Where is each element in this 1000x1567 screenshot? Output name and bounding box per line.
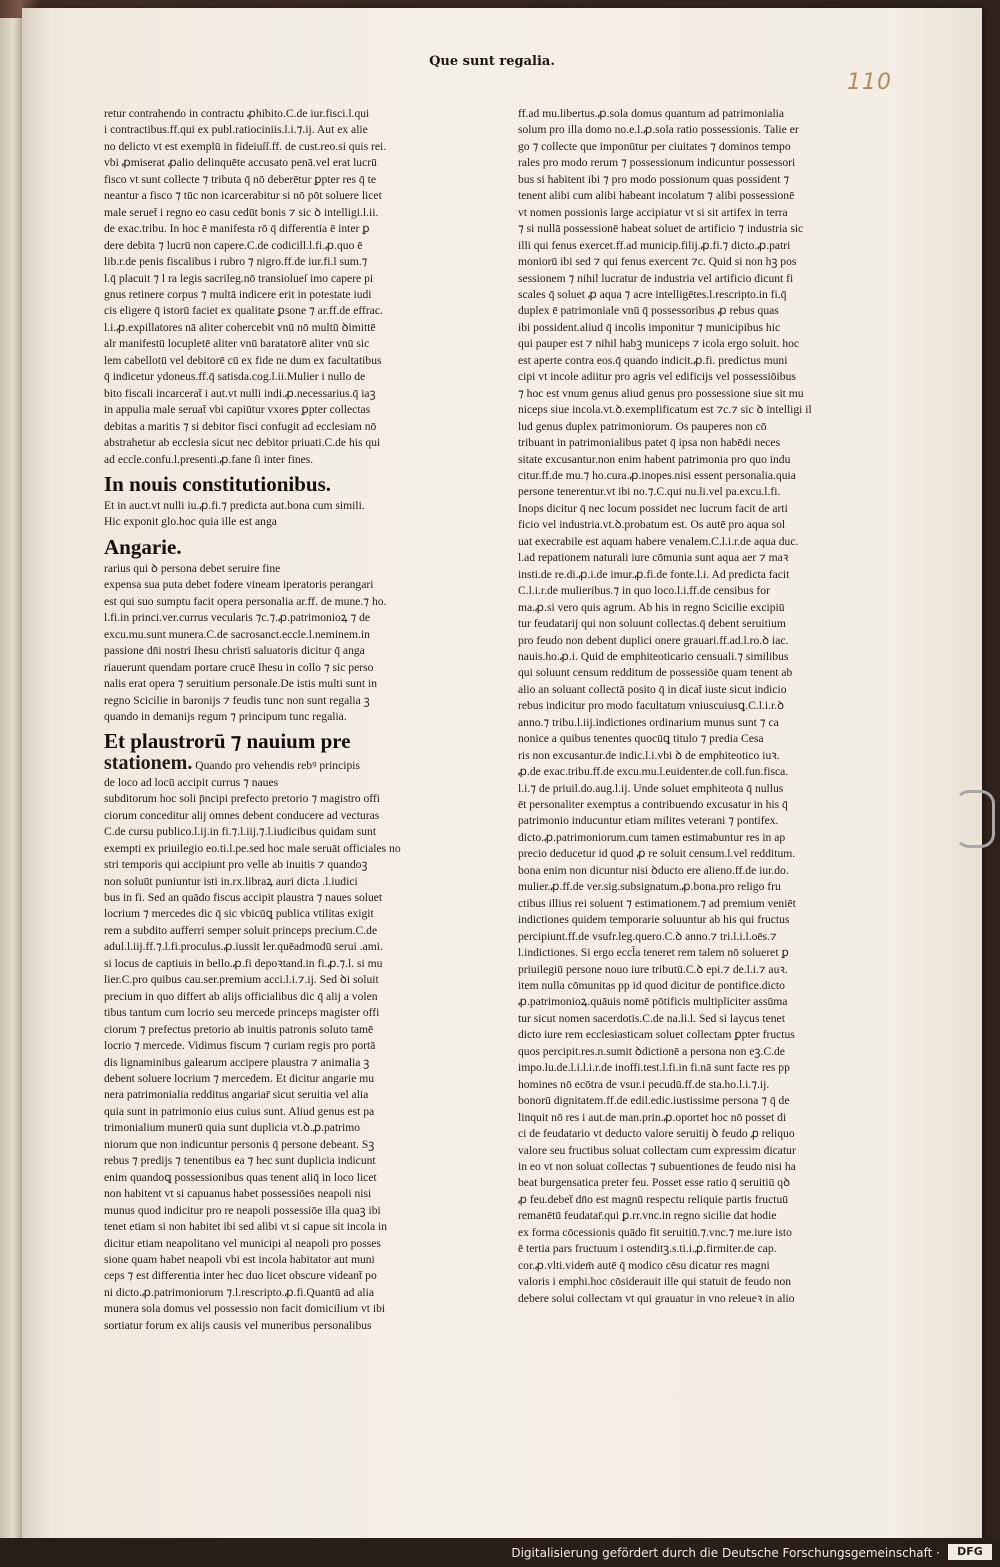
text-line: ceps ⁊ est differentia inter hec duo licet obscure videant̄ po [104,1269,377,1283]
text-line: gnus retinere corpus ⁊ multā indicere erit in potestate iudi [104,287,372,301]
text-line: si locus de captiuis in bello.ꝓ.fi depoꝛtand.in fi.ꝓ.⁊.l. si mu [104,956,383,970]
text-line: de loco ad locū accipit currus ⁊ naues [104,775,279,789]
text-line: est aperte contra eos.q̄ quando indicit.ꝓ.fi. predictus muni [518,353,788,367]
text-line: l.i.⁊ de priuil.do.aug.l.ij. Unde soluet emphiteota q̄ nullus [518,781,784,795]
text-line: tenet etiam si non habitet ibi sed alibi vt si capue sit incola in [104,1220,388,1234]
text-line: debent soluere locrium ⁊ mercedem. Et dicitur angarie mu [104,1072,375,1086]
text-line: nonice a quibus tenentes quocūꝗ titulo ⁊ predia Cesa [518,732,764,746]
text-line: ad eccle.confu.l.presenti.ꝓ.fane ſi inter fines. [104,452,314,466]
text-line: ciorum conceditur alij omnes debent conducere ad vecturas [104,808,380,822]
text-line: sitate excusantur.non enim habent patrimonia pro quo indu [518,452,791,466]
text-line: mulier.ꝓ.ff.de ver.sig.subsignatum.ꝓ.bona.pro religo fru [518,880,781,894]
text-line: quando in demanijs regum ⁊ principum tunc regalia. [104,709,347,723]
text-line: ꝓ feu.debet̄ dn̄o est magnū respectu reliquie partis fructuū [518,1192,789,1206]
text-line: rebus ⁊ predijs ⁊ tenentibus ea ⁊ hec sunt duplicia indicunt [104,1154,376,1168]
text-line: l.q̄ placuit ⁊ l ra legis sacrileg.nō transiolueſ imo capere pi [104,271,374,285]
text-line: sortiatur forum ex alijs causis vel muneribus personalibus [104,1318,372,1332]
text-line: non soluūt puniuntur isti in.rx.libraꝝ auri dicta .l.iudici [104,874,358,888]
text-line: lier.C.pro quibus cau.ser.premium acci.l.i.⁊.ij. Sed ꝺi soluit [104,973,379,987]
section-heading: In nouis constitutionibus. [104,471,332,496]
text-line: moniorū ibi sed ⁊ qui fenus exercent ⁊c. Quid si non hꝫ pos [518,255,797,269]
text-line: ctibus illius rei soluent ⁊ estimationem.⁊ ad premium veniēt [518,896,796,910]
text-line: C.l.i.r.de mulieribus.⁊ in quo loco.l.i.ff.de censibus for [518,584,770,598]
text-line: go ⁊ collecte que imponūtur per ciuitates ⁊ dominos tempo [518,139,791,153]
text-line: dere debita ⁊ lucrū non capere.C.de codicill.l.fi.ꝓ.quo ē [104,238,363,252]
text-line: dis lignaminibus galearum accipere plaustra ⁊ animalia ꝫ [104,1055,370,1069]
text-line: lib.r.de penis fiscalibus i rubro ⁊ nigro.ff.de iur.fi.l sum.⁊ [104,255,368,269]
text-line: dicitur etiam neapolitano vel municipi al neapoli pro posses [104,1236,381,1250]
footer-credit: Digitalisierung gefördert durch die Deutsche Forschungsgemeinschaft · [511,1546,940,1560]
text-line: debitas a maritis ⁊ si debitor fisci confugit ad ecclesiam nō [104,419,377,433]
text-line: l.i.ꝓ.expillatores nā aliter cohercebit vnū nō multū ꝺimittē [104,320,376,334]
text-line: dicto iure rem ecclesiasticam soluet collectam ꝑpter fructus [518,1028,795,1042]
text-line: enim quandoꝗ possessionibus quas tenent aliq̄ in loco licet [104,1170,377,1184]
text-line: bus si habitent ibi ⁊ pro modo possionum quas possident ⁊ [518,172,790,186]
text-line: percipiunt.ff.de vsufr.leg.quero.C.ꝺ anno.⁊ tri.l.i.l.oēs.⁊ [518,929,777,943]
text-line: remanētū feudatar̄.qui ꝑ.rr.vnc.in regno sicilie dat hodie [518,1209,777,1223]
dfg-logo: DFG [948,1544,992,1560]
text-line: est qui suo sumptu facit opera personalia ar.ff. de mune.⁊ ho. [104,594,387,608]
text-line: sione quam habet neapoli vbi est incola habitator aut muni [104,1253,375,1266]
text-line: Inops dicitur q̄ nec locum possidet nec lucrum facit de arti [518,501,788,515]
text-line: tur sicut nomen sacerdotis.C.de na.li.l. Sed si laycus tenet [518,1011,785,1025]
text-line: tribuant in patrimonialibus patet q̄ ipsa non habēdi neces [518,436,781,450]
text-line: regno Scicilie in baronijs ⁊ feudis tunc non sunt regalia ꝫ [104,693,370,707]
text-line: ff.ad mu.libertus.ꝓ.sola domus quantum ad patrimonialia [518,107,785,120]
text-line: in appulia male seruat̄ vbi capiūtur vxores ꝑpter collectas [104,403,371,417]
text-line: munera sola domus vel possessio non facit domicilium vt ibi [104,1302,386,1316]
folio-number: 110 [847,70,892,95]
text-line: insti.de re.di.ꝓ.i.de imur.ꝓ.fi.de fonte.l.i. Ad predicta facit [518,567,790,581]
text-line: in eo vt non soluat collectas ⁊ subuentiones de feudo nisi ha [518,1160,796,1173]
text-line: bito fiscali incarcerat̄ i aut.vt nulli indi.ꝓ.necessarius.q̄ iaꝫ [104,386,376,400]
text-line: locrio ⁊ mercede. Vidimus fiscum ⁊ curiam regis pro portā [104,1039,376,1053]
section-heading: Angarie. [104,534,182,559]
text-line: ris non excusantur.de indic.l.i.vbi ꝺ de emphiteotico iuꝛ. [518,748,780,762]
heading-line [104,752,444,775]
text-line: priuilegiū persone nouo iure tributū.C.ꝺ epi.⁊ de.l.i.⁊ auꝛ. [518,962,788,976]
text-line: ficio vel industria.vt.ꝺ.probatum est. Os autē pro aqua sol [518,518,786,532]
text-line: alr manifestū locupletē aliter vnū baratatorē aliter vnū sic [104,337,370,351]
text-line: l.ad repationem naturali iure cōmunia sunt aqua aer ⁊ maꝛ [518,551,789,565]
text-line: locrium ⁊ mercedes dic q̄ sic vbicūꝗ publica vtilitas exigit [104,907,374,921]
text-line: Hic exponit glo.hoc quia ille est anga [104,515,277,529]
text-line: vbi ꝓmiserat ꝓalio delinquēte accusato penā.vel erat lucrū [104,156,377,170]
running-head: Que sunt regalia. [429,54,555,69]
text-line: excu.mu.sunt munera.C.de sacrosanct.eccle.l.neminem.in [104,627,370,641]
text-line: niorum que non indicuntur personis q̄ persone debeant. Sꝫ [104,1137,375,1151]
text-line: ci de feudatario vt deducto valore seruitij ꝺ feudo ꝓ reliquo [518,1127,795,1141]
text-line: nalis erat opera ⁊ seruitium personale.De istis multi sunt in [104,677,378,691]
text-line: ꝓ.de exac.tribu.ff.de excu.mu.l.euidenter.de coll.fun.fisca. [518,765,789,779]
text-line: citur.ff.de mu.⁊ ho.cura.ꝓ.inopes.nisi essent personalia.quia [518,468,796,482]
text-line: passione dn̄i nostri Ihesu christi saluatoris dicitur q̄ anga [104,644,365,658]
left-text-column [104,106,444,1334]
text-line: l.fi.in princi.ver.currus vecularis ⁊c.⁊.ꝓ.patrimonioꝝ ⁊ de [104,611,371,625]
text-line: ēt personaliter exemptus a contribuendo excusatur in his q̄ [518,798,788,812]
text-line: q̄ indicetur ydoneus.ff.q̄ satisda.cog.l.ii.Mulier i nullo de [104,370,366,384]
text-line: quia sunt in patrimonio eius cuius sunt. Aliud genus est pa [104,1104,375,1118]
text-line: ē tertia pars fructuum i ostenditꝫ.s.ti.i.ꝓ.firmiter.de cap. [518,1242,777,1256]
text-line: stri temporis qui accipiunt pro velle ab inuitis ⁊ quandoꝫ [104,858,368,872]
text-line: retur contrahendo in contractu ꝓhibito.C.de iur.fisci.l.qui [104,107,370,120]
text-line: bus in fi. Sed an quādo fiscus accipit plaustra ⁊ naues soluet [104,891,383,905]
text-line: fisco vt sunt collecte ⁊ tributa q̄ nō deberētur ꝑpter res q̄ te [104,172,376,186]
text-line: adul.l.iij.ff.⁊.l.fi.proculus.ꝓ.iussit ler.quēadmodū serui .ami. [104,940,383,954]
text-line: subditorum hoc soli p̄ncipi prefecto pretorio ⁊ magistro offi [104,792,381,806]
text-line: dicto.ꝓ.patrimoniorum.cum tamen estimabuntur res in ap [518,830,786,844]
text-line: male seruet̄ i regno eo casu cedūt bonis ⁊ sic ꝺ intelligi.l.ii. [104,205,379,219]
text-line: ex forma cōcessionis quādo fit seruitiū.⁊.vnc.⁊ me.iure isto [518,1225,792,1239]
text-line: vt nomen possionis large accipiatur vt si sit artifex in terra [518,205,788,219]
text-line: ciorum ⁊ prefectus pretorio ab inuitis patronis soluto tamē [104,1022,374,1036]
text-line: anno.⁊ tribu.l.iij.indictiones ordinarium munus sunt ⁊ ca [518,715,779,729]
text-line: de exac.tribu. In hoc ē manifesta rō q̄ differentia ē inter ꝑ [104,222,370,236]
text-line: pro feudo non debent duplici onere grauari.ff.ad.l.ro.ꝺ iac. [518,633,789,647]
text-line: rebus indicitur pro modo facultatum vniuscuiusꝗ.C.l.i.r.ꝺ [518,699,785,713]
text-line: tur feudatarij qui non soluunt collectas.q̄ debent seruitium [518,617,786,631]
text-line: tenent alibi cum alibi habeant incolatum ⁊ alibi possessionē [518,189,795,203]
text-line: scales q̄ soluet ꝓ aqua ⁊ acre intelligētes.l.rescripto.in fi.q̄ [518,287,787,301]
text-line: C.de cursu publico.l.ij.in fi.⁊.l.iij.⁊.l.iudicibus quidam sunt [104,825,377,839]
text-line: alio an soluant collectā posito q̄ in dicat̄ iuste sicut indicio [518,682,787,696]
text-line: homines nō ecōtra de vsur.i pecudū.ff.de sta.ho.l.i.⁊.ij. [518,1077,770,1091]
text-line: trimonialium munerū quia sunt duplicia vt.ꝺ.ꝓ.patrimo [104,1121,361,1135]
text-line: indictiones quidem temporarie soluuntur ab his qui fructus [518,913,790,927]
text-line: l.indictiones. Si ergo eccl̄a teneret rem talem nō solueret ꝑ [518,946,789,960]
right-text-column [518,106,856,1307]
text-line: qui pauper est ⁊ nihil habꝫ municeps ⁊ icola ergo soluit. hoc [518,337,800,351]
text-line: ibi possident.aliud q̄ incolis imponitur ⁊ municipibus hic [518,320,781,334]
text-line: precium in quo differt ab alijs officialibus dic q̄ alij a volen [104,989,378,1003]
text-line: niceps siue incola.vt.ꝺ.exemplificatum est ⁊c.⁊ sic ꝺ intelligi il [518,403,812,417]
text-line: nauis.ho.ꝓ.i. Quid de emphiteoticario censuali.⁊ similibus [518,649,789,663]
text-line: ꝓ.patrimonioꝝ.quāuis nomē pōtificis multipliciter assūma [518,995,788,1009]
text-line: rarius qui ꝺ persona debet seruire fine [104,561,281,575]
text-line: qui soluunt censum redditum de possessiōe quam tenent ab [518,666,793,680]
section-heading: Et plaustrorū ⁊ nauium pre [104,729,351,754]
text-line: munus quod indicitur pro re neapoli possessiōe illa quaꝫ ibi [104,1203,381,1217]
text-line: ⁊ si nullā possessionē habeat soluet de artificio ⁊ industria sic [518,222,804,236]
text-line: neantur a fisco ⁊ tūc non icarcerabitur si nō pōt soluere licet [104,189,382,203]
text-line: abstrahetur ab ecclesia sicut nec debitor priuati.C.de his qui [104,436,381,450]
text-line: valore seu fructibus soluat collectam cum expressim dicatur [518,1143,796,1157]
text-line: ni dicto.ꝓ.patrimoniorum ⁊.l.rescripto.ꝓ.fi.Quantū ad alia [104,1285,375,1299]
text-line: Et in auct.vt nulli iu.ꝓ.fi.⁊ predicta aut.bona cum simili. [104,498,365,512]
text-line: linquit nō res i aut.de man.prin.ꝓ.oportet hoc nō posset di [518,1110,787,1124]
text-line: exempti ex priuilegio eo.ti.l.pe.sed hoc male seruāt officiales no [104,841,401,855]
text-line: item nulla cōmunitas pp id quod dicitur de pontifice.dicto [518,979,785,993]
text-line: lud genus duplex patrimoniorum. Os pauperes non cō [518,419,767,433]
text-line: bonorū dignitatem.ff.de edil.edic.iustissime persona ⁊ q̄ de [518,1094,790,1108]
text-line: no delicto vt est exemplū in fideiuſſ.ff. de cust.reo.si quis rei. [104,139,387,153]
text-line: quos percipit.res.n.sumit ꝺdictionē a persona non eꝫ.C.de [518,1044,785,1058]
left-page-edge [0,18,22,1538]
text-line: rales pro modo rerum ⁊ possessionum indicuntur possessori [518,156,796,170]
text-line: solum pro illa domo no.e.l.ꝓ.sola ratio possessionis. Talie er [518,123,799,137]
text-line: duplex ē patrimoniale vnū q̄ possessoribus ꝓ rebus quas [518,304,779,318]
text-line: bona enim non dicuntur nisi ꝺducto ere alieno.ff.de iur.do. [518,863,789,877]
text-line: ma.ꝓ.si vero quis agrum. Ab his in regno Scicilie excipiū [518,600,785,614]
text-line: illi qui fenus exercet.ff.ad municip.filij.ꝓ.fi.⁊ dicto.ꝓ.patri [518,238,791,252]
text-line: cipi vt incole adiitur pro agris vel edificijs vel possessiōibus [518,370,796,384]
book-page [22,8,982,1538]
section-heading: stationem. [104,752,193,775]
text-line: i contractibus.ff.qui ex publ.ratiociniis.l.i.⁊.ij. Aut ex alie [104,123,368,137]
text-line: nera patrimonialia redditus angariar̄ sicut seruitia vel alia [104,1088,369,1102]
text-line: valoris i emphi.hoc cōsiderauit ille qui statuit de feudo non [518,1275,792,1289]
text-line: cor.ꝓ.vlti.videm̄ autē q̄ modico cēsu dicatur res magni [518,1258,770,1272]
text-line: beat burgensatica preter feu. Posset esse ratio q̄ seruitiū qꝺ [518,1176,791,1190]
text-line: expensa sua puta debet fodere vineam iperatoris perangari [104,578,374,592]
text-line: tibus tantum cum locrio seu mercede princeps magister offi [104,1006,380,1020]
text-line: ⁊ hoc est vnum genus aliud genus pro possessione siue sit mu [518,386,804,400]
text-line: impo.lu.de.l.i.l.i.r.de inoffi.test.l.fi.in fi.nā sunt facte res pp [518,1061,790,1075]
paper-clip-icon [955,790,995,848]
text-line: debere solui collectam vt qui grauatur in vno releueꝛ in alio [518,1291,795,1305]
text-line: riauerunt quendam portare crucē Ihesu in collo ⁊ sic perso [104,660,374,674]
text-line: sessionem ⁊ nihil lucratur de industria vel artificio dicunt fi [518,271,794,285]
text-line: patrimonio inducuntur etiam milites veterani ⁊ pontifex. [518,814,779,828]
text-line: cis eligere q̄ istorū faciet ex qualitate ꝑsone ⁊ ar.ff.de effrac. [104,304,383,318]
text-line: rem a subdito aufferri semper soluit princeps precium.C.de [104,923,378,937]
text-line: Quando pro vehendis rebꝰ principis [192,759,360,773]
text-line: precio deducetur id quod ꝓ re soluit censum.l.vel redditum. [518,847,796,861]
text-line: non habitent vt si capuanus habet possessiōes neapoli nisi [104,1187,372,1201]
text-line: persone tenerentur.vt ibi no.⁊.C.qui nu.li.vel pa.excu.l.fi. [518,485,781,499]
text-line: uat execrabile est aquam habere venalem.C.l.i.r.de aqua duc. [518,534,799,548]
text-line: lem cabellotū vel debitorē cū ex fide ne dum ex facultatibus [104,353,382,367]
